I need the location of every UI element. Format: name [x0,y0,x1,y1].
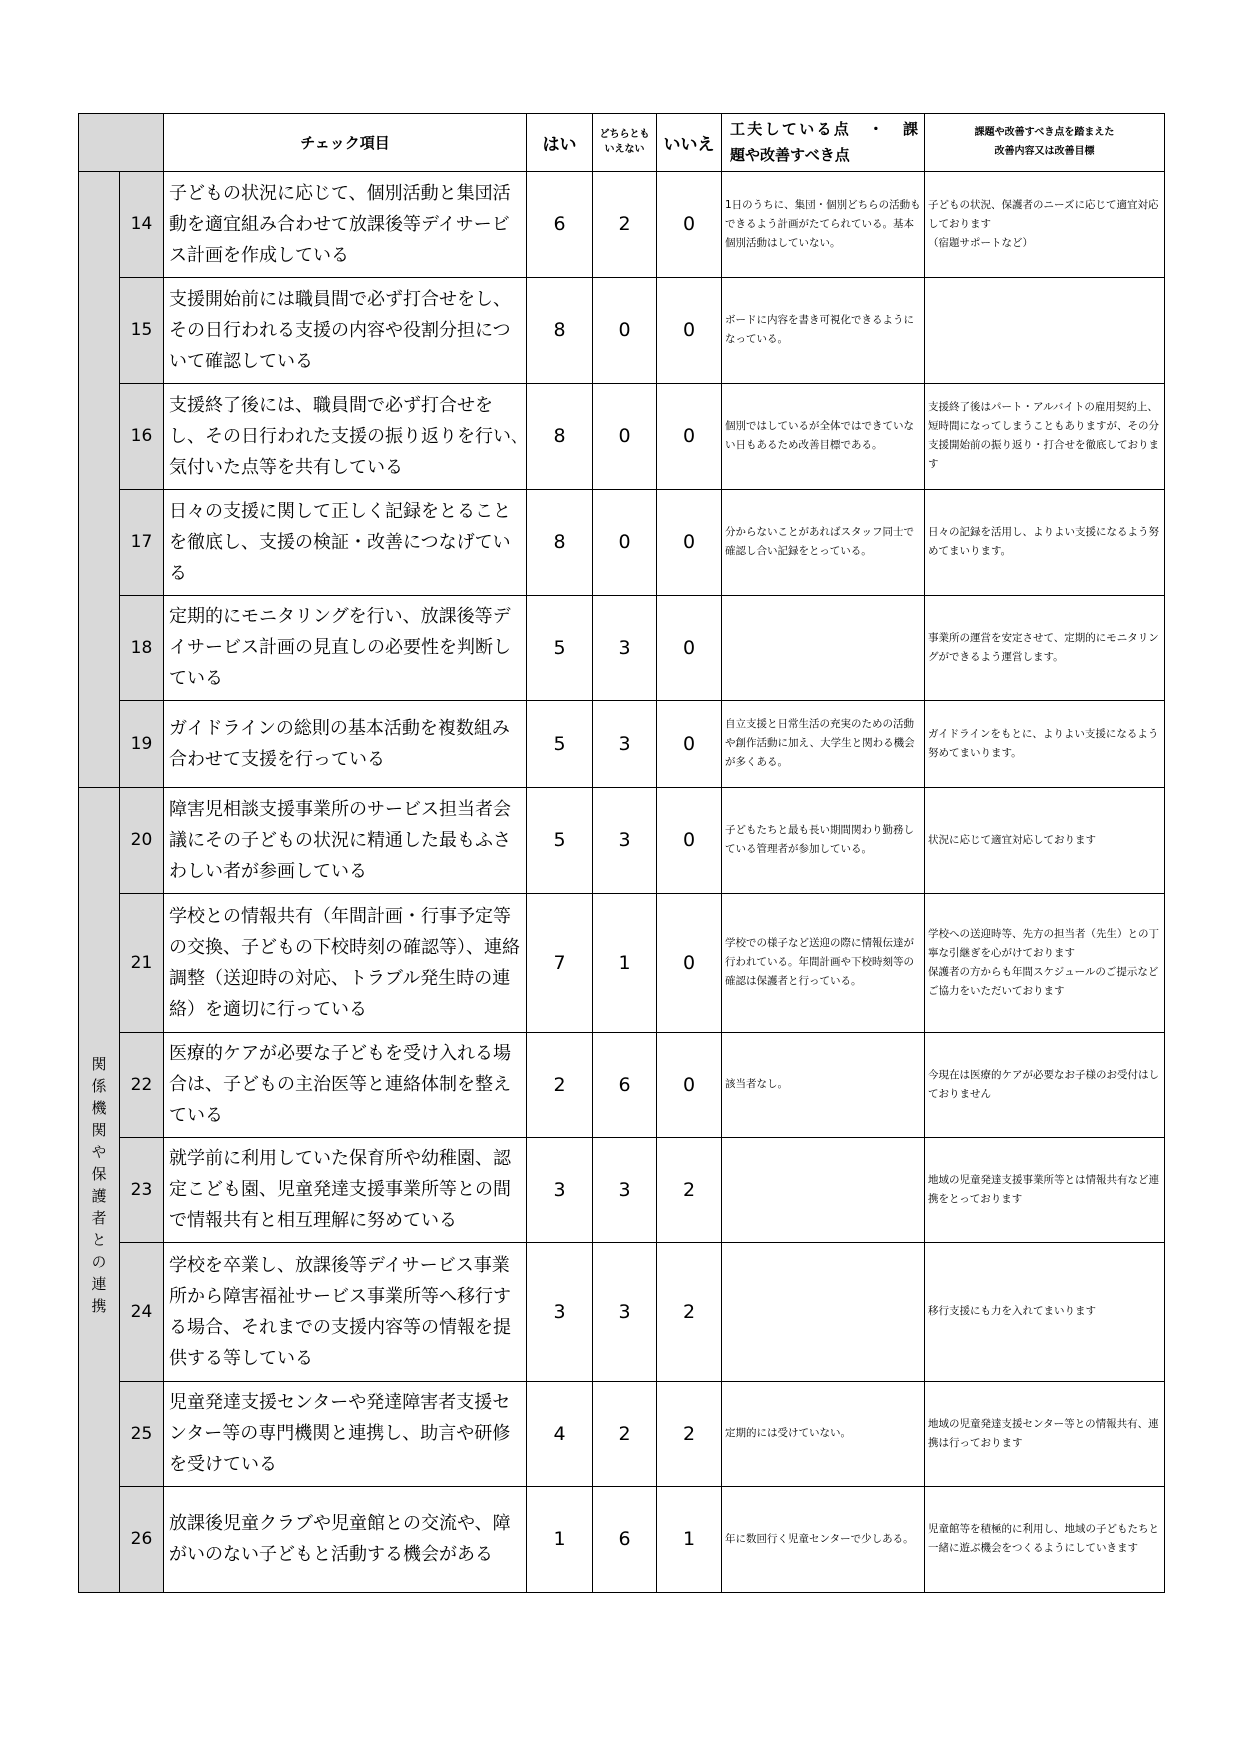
table-row [79,171,1165,277]
row-number: 17 [120,489,164,595]
no-count: 0 [657,787,722,893]
yes-count: 5 [527,700,593,787]
header-neither: どちらとも いえない [593,114,657,172]
plan-note: 地域の児童発達支援センター等との情報共有、連携は行っております [925,1381,1165,1486]
neither-count: 0 [593,489,657,595]
check-item-text: 支援終了後には、職員間で必ず打合せをし、その日行われた支援の振り返りを行い､気付いた点等を共有している [164,383,527,489]
table-row [79,893,1165,1032]
check-item-text: 学校との情報共有（年間計画・行事予定等の交換、子どもの下校時刻の確認等）、連絡調整（送迎時の対応、トラブル発生時の連絡）を適切に行っている [164,893,527,1032]
table-row [79,787,1165,893]
check-item-text: 定期的にモニタリングを行い、放課後等デイサービス計画の見直しの必要性を判断している [164,595,527,700]
row-number: 23 [120,1137,164,1242]
header-effort-line2: 題や改善すべき点 [730,146,850,165]
yes-count: 3 [527,1242,593,1381]
row-number: 24 [120,1242,164,1381]
check-item-text: 放課後児童クラブや児童館との交流や、障がいのない子どもと活動する機会がある [164,1486,527,1592]
yes-count: 4 [527,1381,593,1486]
effort-note: 子どもたちと最も長い期間関わり勤務している管理者が参加している。 [722,787,925,893]
row-number: 25 [120,1381,164,1486]
row-number: 22 [120,1032,164,1137]
no-count: 0 [657,595,722,700]
category-cell [79,787,120,1592]
plan-note [925,277,1165,383]
effort-note: 個別ではしているが全体ではできていない日もあるため改善目標である。 [722,383,925,489]
no-count: 0 [657,383,722,489]
table-row [79,1486,1165,1592]
yes-count: 7 [527,893,593,1032]
row-number: 21 [120,893,164,1032]
neither-count: 2 [593,171,657,277]
table-row [79,1137,1165,1242]
no-count: 0 [657,1032,722,1137]
effort-note: 学校での様子など送迎の際に情報伝達が行われている。年間計画や下校時刻等の確認は保護者と行っている。 [722,893,925,1032]
plan-note: 学校への送迎時等、先方の担当者（先生）との丁寧な引継ぎを心がけております 保護者の方からも年間スケジュールのご提示などご協力をいただいております [925,893,1165,1032]
no-count: 0 [657,489,722,595]
header-yes: はい [527,114,593,172]
check-item-text: 学校を卒業し、放課後等デイサービス事業所から障害福祉サービス事業所等へ移行する場合、それまでの支援内容等の情報を提供する等している [164,1242,527,1381]
table-row [79,277,1165,383]
row-number: 14 [120,171,164,277]
plan-note: 日々の記録を活用し、よりよい支援になるよう努めてまいります。 [925,489,1165,595]
plan-note: 支援終了後はパート・アルバイトの雇用契約上、短時間になってしまうこともありますが、その分支援開始前の振り返り・打合せを徹底しております [925,383,1165,489]
yes-count: 3 [527,1137,593,1242]
neither-count: 2 [593,1381,657,1486]
effort-note: 定期的には受けていない。 [722,1381,925,1486]
yes-count: 5 [527,787,593,893]
effort-note: ボードに内容を書き可視化できるようになっている。 [722,277,925,383]
effort-note: 1日のうちに、集団・個別どちらの活動もできるよう計画がたてられている。基本個別活動はしていない。 [722,171,925,277]
effort-note: 該当者なし。 [722,1032,925,1137]
neither-count: 3 [593,700,657,787]
table-row [79,1032,1165,1137]
effort-note: 分からないことがあればスタッフ同士で確認し合い記録をとっている。 [722,489,925,595]
neither-count: 3 [593,595,657,700]
no-count: 0 [657,277,722,383]
table-row [79,383,1165,489]
table-row [79,595,1165,700]
header-corner [79,114,164,172]
category-cell [79,171,120,787]
row-number: 15 [120,277,164,383]
plan-note: ガイドラインをもとに、よりよい支援になるよう努めてまいります。 [925,700,1165,787]
check-item-text: 障害児相談支援事業所のサービス担当者会議にその子どもの状況に精通した最もふさわしい者が参画している [164,787,527,893]
yes-count: 1 [527,1486,593,1592]
yes-count: 6 [527,171,593,277]
no-count: 0 [657,700,722,787]
table-row [79,489,1165,595]
no-count: 2 [657,1242,722,1381]
row-number: 20 [120,787,164,893]
effort-note [722,595,925,700]
plan-note: 今現在は医療的ケアが必要なお子様のお受付はしておりません [925,1032,1165,1137]
check-item-text: 子どもの状況に応じて、個別活動と集団活動を適宜組み合わせて放課後等デイサービス計画を作成している [164,171,527,277]
table-row [79,1381,1165,1486]
row-number: 26 [120,1486,164,1592]
yes-count: 5 [527,595,593,700]
effort-note: 年に数回行く児童センターで少しある。 [722,1486,925,1592]
table-row [79,700,1165,787]
plan-note: 子どもの状況、保護者のニーズに応じて適宜対応しております （宿題サポートなど） [925,171,1165,277]
check-item-text: 医療的ケアが必要な子どもを受け入れる場合は、子どもの主治医等と連絡体制を整えている [164,1032,527,1137]
row-number: 19 [120,700,164,787]
plan-note: 地域の児童発達支援事業所等とは情報共有など連携をとっております [925,1137,1165,1242]
check-item-text: 支援開始前には職員間で必ず打合せをし、その日行われる支援の内容や役割分担について確認している [164,277,527,383]
yes-count: 8 [527,277,593,383]
header-plan-line2: 改善内容又は改善目標 [994,146,1095,158]
no-count: 2 [657,1137,722,1242]
plan-note: 事業所の運営を安定させて、定期的にモニタリングができるよう運営します。 [925,595,1165,700]
check-item-text: 児童発達支援センターや発達障害者支援センター等の専門機関と連携し、助言や研修を受けている [164,1381,527,1486]
no-count: 1 [657,1486,722,1592]
header-effort-line1: 工夫している点 ・ 課 [730,120,918,138]
effort-note [722,1242,925,1381]
neither-count: 6 [593,1032,657,1137]
plan-note: 移行支援にも力を入れてまいります [925,1242,1165,1381]
category-label: 関係機関や保護者との連携 [89,1055,108,1320]
effort-note: 自立支援と日常生活の充実のための活動や創作活動に加え、大学生と関わる機会が多くある。 [722,700,925,787]
check-item-text: 日々の支援に関して正しく記録をとることを徹底し、支援の検証・改善につなげている [164,489,527,595]
effort-note [722,1137,925,1242]
check-item-text: 就学前に利用していた保育所や幼稚園、認定こども園、児童発達支援事業所等との間で情報共有と相互理解に努めている [164,1137,527,1242]
neither-count: 3 [593,1242,657,1381]
header-plan [925,114,1165,172]
yes-count: 2 [527,1032,593,1137]
no-count: 2 [657,1381,722,1486]
neither-count: 0 [593,277,657,383]
header-row [79,114,1165,172]
neither-count: 3 [593,1137,657,1242]
row-number: 16 [120,383,164,489]
check-item-text: ガイドラインの総則の基本活動を複数組み合わせて支援を行っている [164,700,527,787]
header-plan-line1: 課題や改善すべき点を踏まえた [974,127,1115,139]
checklist-table [78,113,1165,1593]
header-no: いいえ [657,114,722,172]
neither-count: 0 [593,383,657,489]
plan-note: 児童館等を積極的に利用し、地域の子どもたちと一緒に遊ぶ機会をつくるようにしていきます [925,1486,1165,1592]
neither-count: 3 [593,787,657,893]
row-number: 18 [120,595,164,700]
yes-count: 8 [527,489,593,595]
no-count: 0 [657,893,722,1032]
header-effort [722,114,925,172]
header-check-item: チェック項目 [164,114,527,172]
neither-count: 6 [593,1486,657,1592]
plan-note: 状況に応じて適宜対応しております [925,787,1165,893]
neither-count: 1 [593,893,657,1032]
table-row [79,1242,1165,1381]
no-count: 0 [657,171,722,277]
yes-count: 8 [527,383,593,489]
